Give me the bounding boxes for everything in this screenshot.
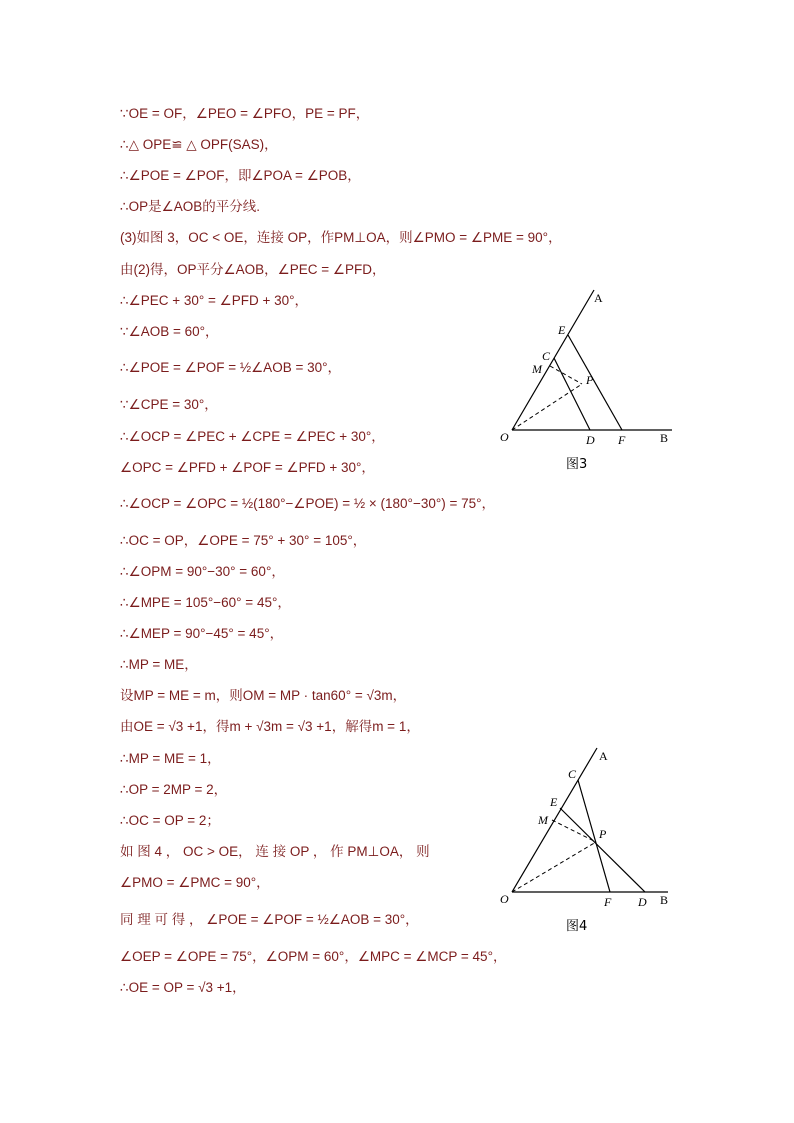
figure-3-diagram — [490, 280, 690, 470]
text-line: ∴∠OCP = ∠OPC = ½(180°−∠POE) = ½ × (180°−30°) = 75°， — [120, 496, 496, 511]
label-o: O — [500, 430, 509, 444]
segment-ef — [568, 335, 622, 430]
figure-4-caption: 图4 — [566, 919, 588, 934]
dashed-mp — [552, 820, 596, 842]
text-line: ∴OP = 2MP = 2， — [120, 782, 228, 797]
dashed-op — [512, 842, 596, 892]
text-line: (3)如图 3，OC < OE，连接 OP，作PM⊥OA，则∠PMO = ∠PME = 90°， — [120, 230, 562, 245]
label-m: M — [532, 362, 542, 376]
text-line: ∴OC = OP = 2； — [120, 813, 220, 828]
text-line: 同 理 可 得 ， ∠POE = ∠POF = ½∠AOB = 30°， — [120, 912, 419, 927]
figure-4-diagram — [490, 740, 690, 920]
segment-cd — [554, 358, 590, 430]
text-line: ∵OE = OF，∠PEO = ∠PFO，PE = PF， — [120, 106, 370, 121]
label-e: E — [558, 323, 566, 337]
label-e: E — [550, 795, 558, 809]
text-line: 由OE = √3 +1，得m + √3m = √3 +1，解得m = 1， — [120, 719, 420, 734]
text-line: ∴OP是∠AOB的平分线. — [120, 199, 260, 214]
segment-ed — [560, 808, 645, 892]
text-line: ∴∠OPM = 90°−30° = 60°， — [120, 564, 285, 579]
label-m: M — [538, 813, 548, 827]
text-line: ∴∠OCP = ∠PEC + ∠CPE = ∠PEC + 30°， — [120, 429, 385, 444]
figure-4 — [490, 740, 690, 920]
text-line: ∵∠CPE = 30°， — [120, 397, 218, 412]
text-line: ∴∠MPE = 105°−60° = 45°， — [120, 595, 291, 610]
text-line: ∴∠POE = ∠POF = ½∠AOB = 30°， — [120, 360, 341, 375]
label-o: O — [500, 892, 509, 906]
label-c: C — [542, 349, 551, 363]
label-p: P — [586, 373, 594, 387]
text-line: 设MP = ME = m，则OM = MP · tan60° = √3m， — [120, 688, 407, 703]
text-line: ∴∠PEC + 30° = ∠PFD + 30°， — [120, 293, 309, 308]
label-f: F — [618, 433, 626, 447]
figure-3-caption: 图3 — [566, 457, 588, 472]
text-line: ∴OC = OP，∠OPE = 75° + 30° = 105°， — [120, 533, 367, 548]
label-f: F — [604, 895, 612, 909]
text-line: ∠OPC = ∠PFD + ∠POF = ∠PFD + 30°， — [120, 460, 375, 475]
label-d: D — [586, 433, 595, 447]
label-b: B — [660, 431, 669, 445]
dashed-op — [512, 384, 582, 430]
text-line: ∠PMO = ∠PMC = 90°， — [120, 875, 270, 890]
figure-3 — [490, 280, 690, 470]
text-line: ∴△ OPE≌ △ OPF(SAS)， — [120, 137, 278, 152]
text-line: ∴MP = ME， — [120, 657, 198, 672]
text-line: ∴∠MEP = 90°−45° = 45°， — [120, 626, 284, 641]
label-a: A — [594, 291, 603, 305]
ray-oa — [512, 748, 597, 892]
label-a: A — [599, 749, 608, 763]
label-c: C — [568, 767, 577, 781]
text-line: ∴MP = ME = 1， — [120, 751, 221, 766]
text-line: ∴OE = OP = √3 +1， — [120, 980, 246, 995]
text-line: ∴∠POE = ∠POF，即∠POA = ∠POB， — [120, 168, 361, 183]
label-b: B — [660, 893, 669, 907]
text-line: 如 图 4 ， OC > OE， 连 接 OP ， 作 PM⊥OA， 则 — [120, 844, 430, 859]
label-d: D — [638, 895, 647, 909]
text-line: ∵∠AOB = 60°， — [120, 324, 219, 339]
text-line: 由(2)得，OP平分∠AOB，∠PEC = ∠PFD， — [120, 262, 386, 277]
label-p: P — [599, 827, 607, 841]
text-line: ∠OEP = ∠OPE = 75°，∠OPM = 60°，∠MPC = ∠MCP = 45°， — [120, 949, 507, 964]
